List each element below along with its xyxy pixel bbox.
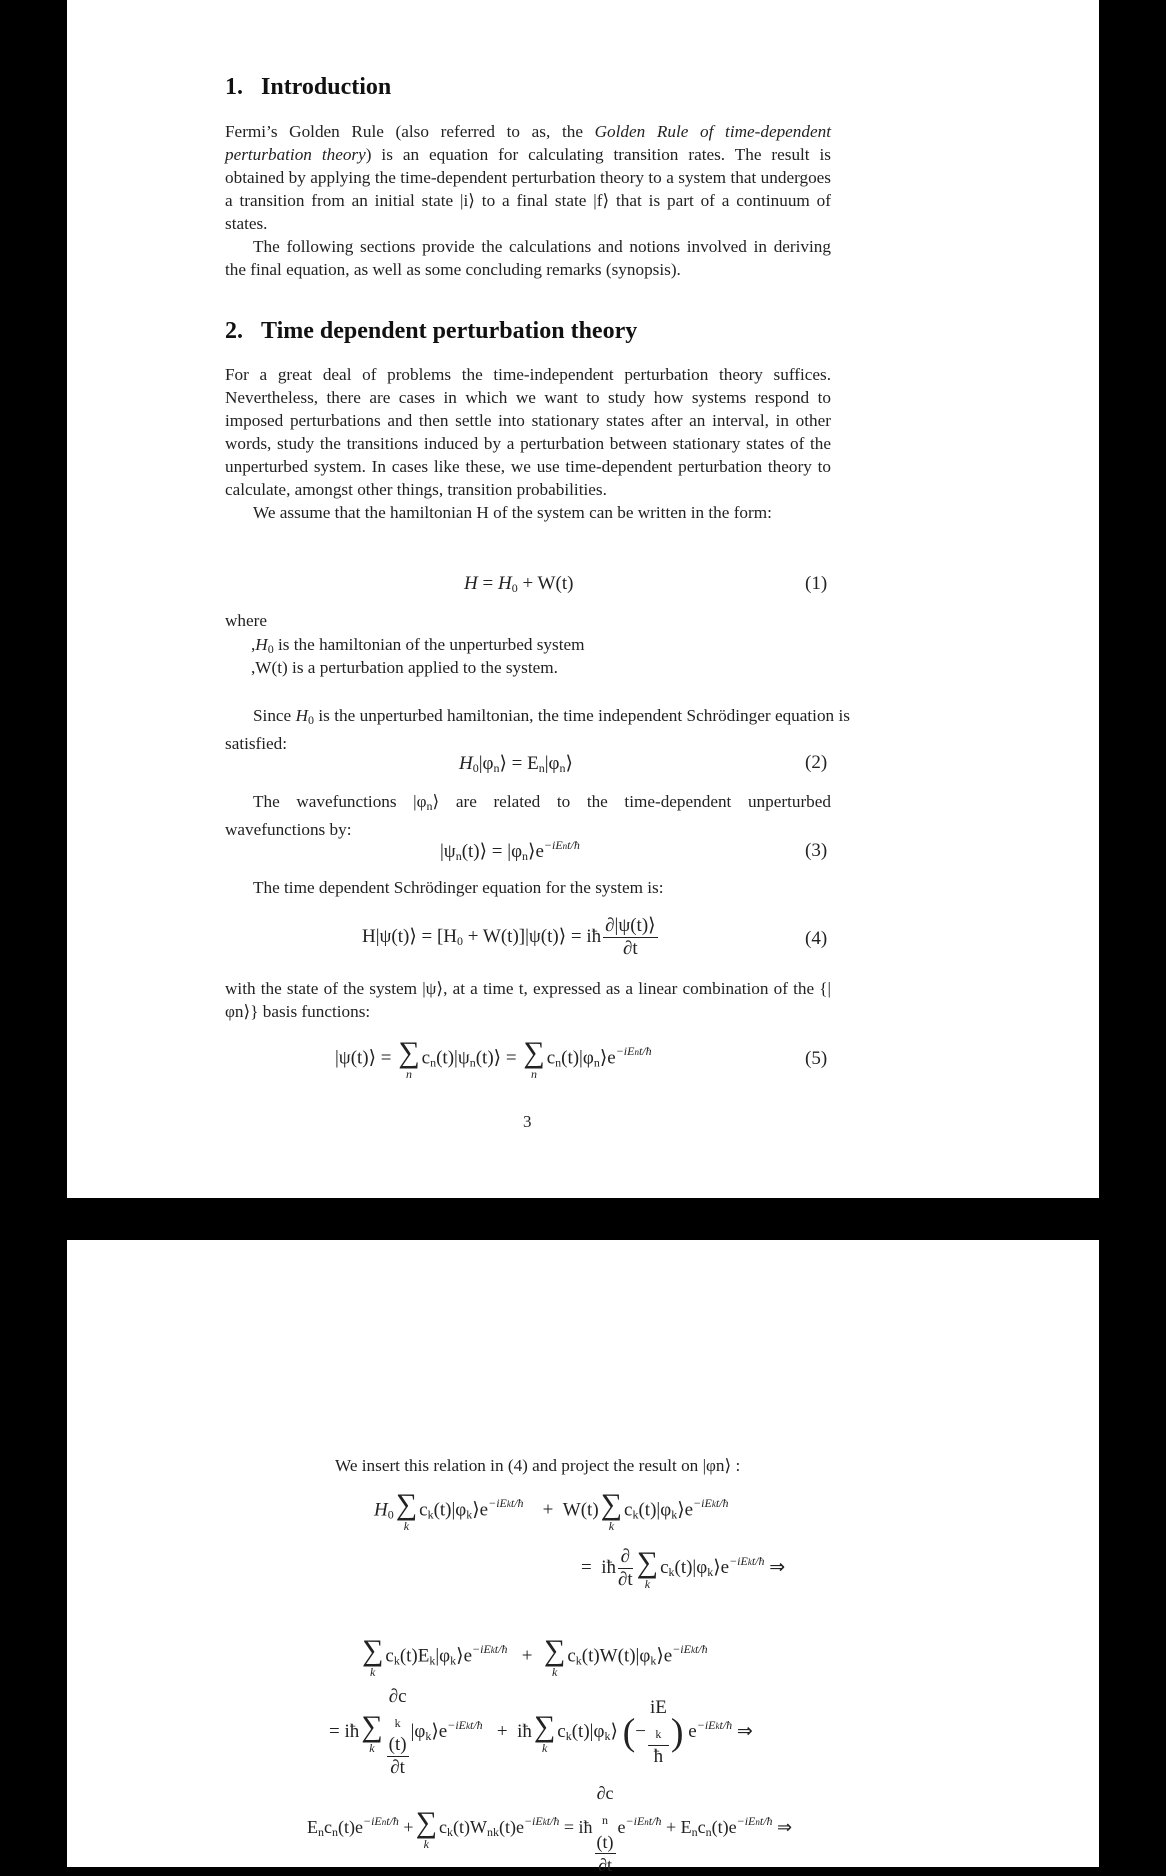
- derivation-line-5: $E_nc_n(t)e^{-iEnt/ħ}$ + ∑ k $c_k(t)W_{nk}(t)e^{-iEkt/ħ}$ = iħ ∂c $_n$ (t) ∂t $e^{-iEnt/ħ} + E_nc_n(t)e^{-iEnt/ħ}$ ⇒: [307, 1783, 793, 1875]
- section-heading-introduction: [225, 74, 391, 101]
- section-heading-tdpt: [225, 318, 637, 345]
- equation-1: $H = H_0 + W(t)$: [464, 573, 574, 595]
- since-paragraph: Since $H_0$ is the unperturbed hamiltonian, the time independent Schrödinger equation is satisfied:: [225, 706, 850, 753]
- derivation-line-1: $H_0$ ∑ k $c_k(t)|\varphi_k⟩e^{-iEkt/ħ}$ + W(t) ∑ k $c_k(t)|\varphi_k⟩e^{-iEkt/ħ}$: [374, 1488, 729, 1533]
- insert-relation-text: We insert this relation in (4) and project the result on |φn⟩ :: [335, 1456, 741, 1475]
- derivation-line-3: ∑ k $c_k(t)E_k|\varphi_k⟩e^{-iEkt/ħ}$ + ∑ k $c_k(t)W(t)|\varphi_k⟩e^{-iEkt/ħ}$: [362, 1634, 708, 1679]
- equation-2: $H_0|\varphi_n⟩$ = $E_n|\varphi_n⟩$: [459, 753, 573, 775]
- section-title: Introduction: [261, 74, 392, 100]
- wavefunctions-paragraph: The wavefunctions $|\varphi_n⟩$ are related to the time-dependent unperturbed wavefunctions by:: [225, 792, 831, 839]
- where-text: where: [225, 611, 267, 630]
- equation-label-5: (5): [805, 1048, 828, 1069]
- section-number: 2.: [225, 318, 243, 344]
- derivation-line-4: = iħ ∑ k ∂c $_k$ (t) ∂t $|\varphi_k⟩e^{-iEkt/ħ}$ + iħ ∑ k $c_k(t)|\varphi_k⟩$ (− iE $_k$ ħ ) $e^{-iEkt/ħ}$ ⇒: [329, 1686, 753, 1778]
- equation-label-2: (2): [805, 752, 828, 773]
- where-item-w: ,W(t) is a perturbation applied to the system.: [251, 658, 558, 677]
- tdse-line: The time dependent Schrödinger equation for the system is:: [253, 878, 664, 897]
- document-page-1: [67, 0, 1099, 1198]
- document-page-2: [67, 1240, 1099, 1875]
- equation-label-3: (3): [805, 840, 828, 861]
- state-paragraph: with the state of the system |ψ⟩, at a time t, expressed as a linear combination of the {|φn⟩} basis functions:: [225, 979, 831, 1021]
- derivation-line-2: = iħ $\frac{\partial}{\partial t}$ ∑ k $c_k(t)|\varphi_k⟩e^{-iEkt/ħ}$ ⇒: [581, 1545, 786, 1591]
- equation-label-4: (4): [805, 928, 828, 949]
- intro-paragraph-2: The following sections provide the calculations and notions involved in deriving the final equation, as well as some concluding remarks (synopsis).: [225, 237, 831, 279]
- equation-4: H|ψ(t)⟩ = [$H_0$ + W(t)]|ψ(t)⟩ = iħ $\frac{\partial|\psi(t)⟩}{\partial t}$: [362, 915, 656, 959]
- equation-5: |ψ(t)⟩ = ∑ n $c_n(t)|\psi_n(t)⟩$ = ∑ n $c_n(t)|\varphi_n⟩e^{-iEnt/ħ}$: [335, 1036, 652, 1081]
- intro-paragraph: Fermi’s Golden Rule (also referred to as, the Golden Rule of time-dependent perturbation theory) is an equation for calculating transition rates. The result is obtained by applying the time-dependent perturbation theory to a system that undergoes a transition from an initial state |i⟩ to a final state |f⟩ that is part of a continuum of states. The following sections provide the calculations and notions involved in deriving the final equation, as well as some concluding remarks (synopsis).: [225, 122, 831, 279]
- section-number: 1.: [225, 74, 243, 100]
- where-item-h0: $,H_0$ is the hamiltonian of the unperturbed system: [251, 635, 585, 656]
- tdpt-paragraph: For a great deal of problems the time-independent perturbation theory suffices. Nevertheless, there are cases in which we want to study how systems respond to imposed perturbations and then settle into stationary states after an interval, in other words, study the transitions induced by a perturbation between stationary states of the unperturbed system. In cases like these, we use time-dependent perturbation theory to calculate, amongst other things, transition probabilities. We assume that the hamiltonian H of the system can be written in the form:: [225, 365, 831, 522]
- section-title: Time dependent perturbation theory: [261, 318, 638, 344]
- equation-3: $|\psi_n(t)⟩$ = $|\varphi_n⟩e^{-iEnt/ħ}$: [440, 838, 580, 863]
- equation-label-1: (1): [805, 573, 828, 594]
- page-number: 3: [523, 1112, 532, 1131]
